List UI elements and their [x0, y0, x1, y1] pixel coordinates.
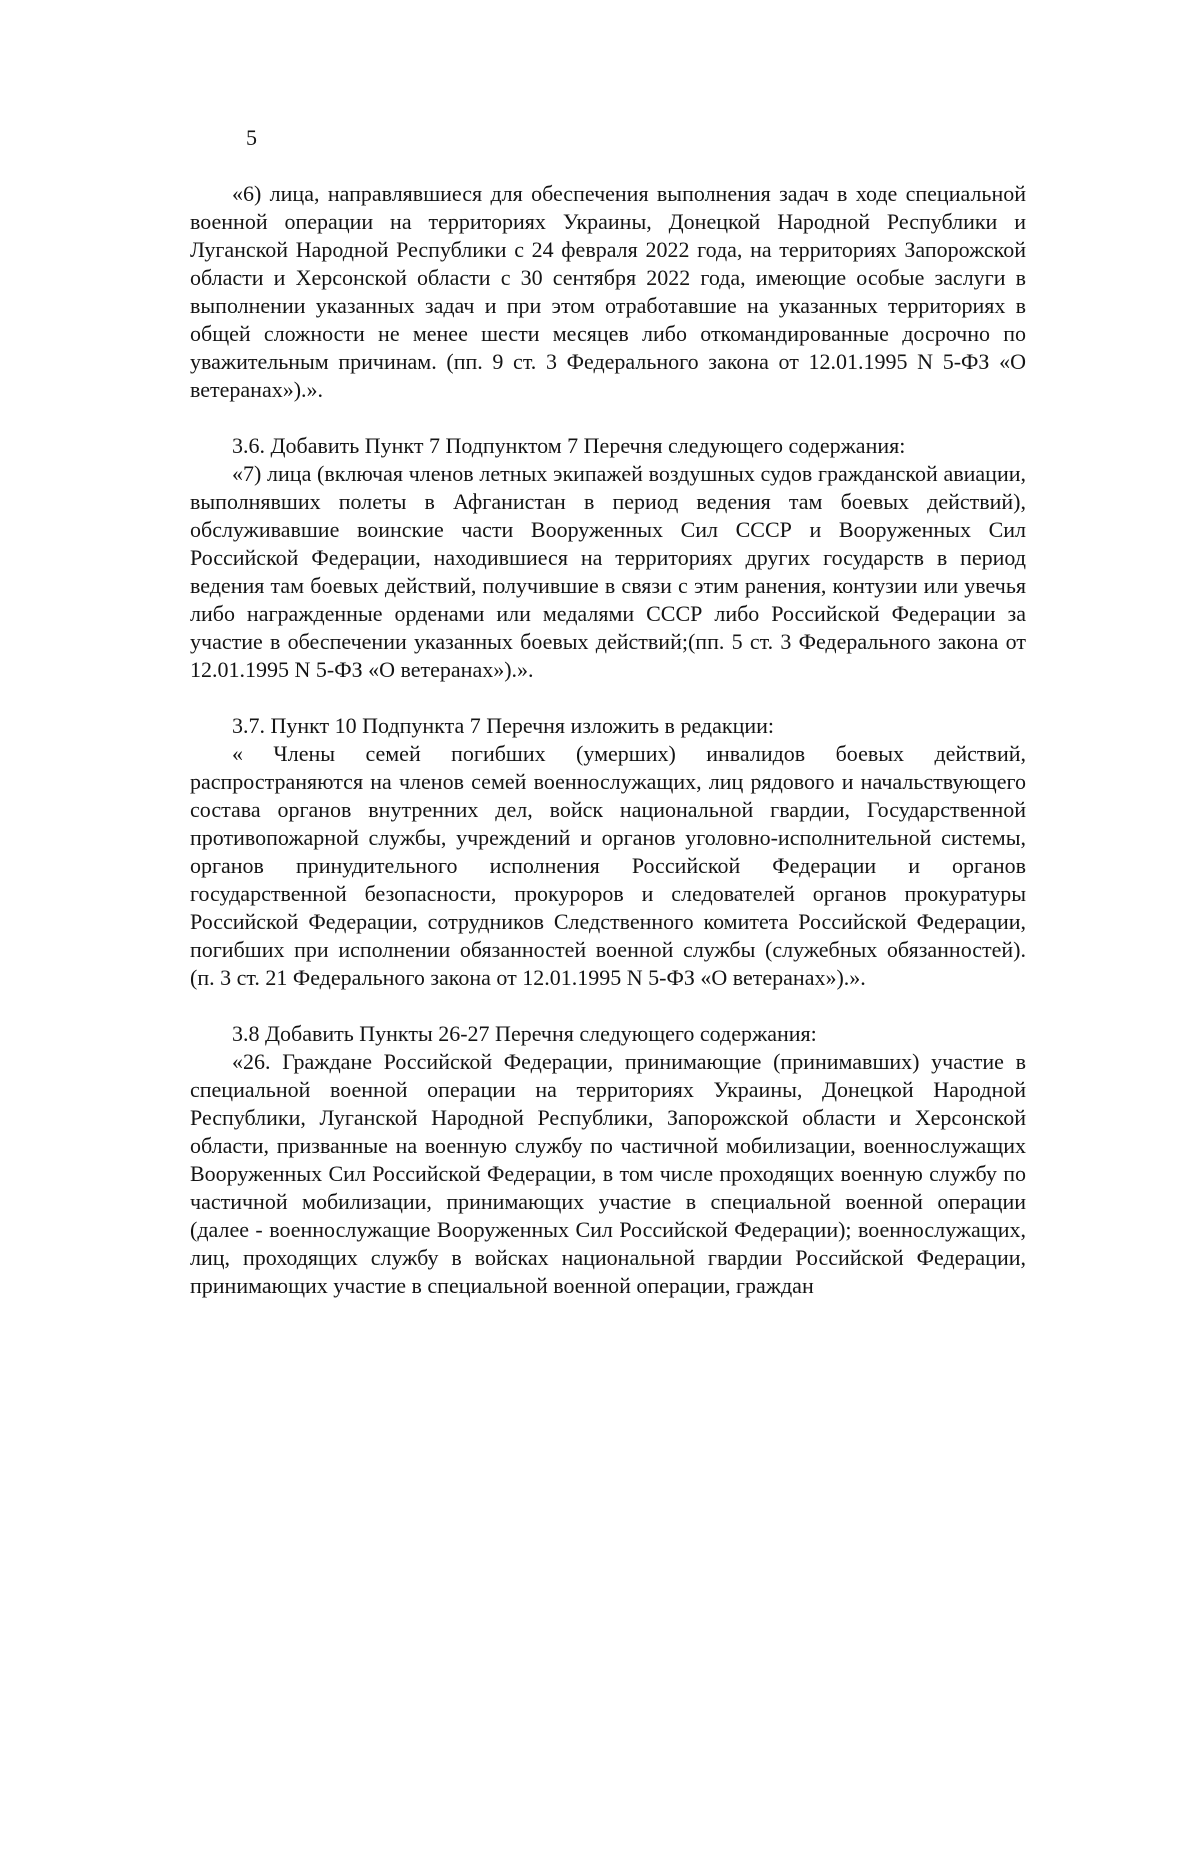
section-3-7 [190, 712, 1026, 992]
section-gap [190, 404, 1026, 432]
section-gap [190, 992, 1026, 1020]
document-body [190, 180, 1026, 1300]
section-heading-3-7: 3.7. Пункт 10 Подпункта 7 Перечня изложить в редакции: [232, 713, 774, 738]
paragraph-item-26: «26. Граждане Российской Федерации, принимающие (принимавших) участие в специальной военной операции на территориях Украины, Донецкой Народной Республики, Луганской Народной Республики, Запорожской области и Херсонской области, призванные на военную службу по частичной мобилизации, военнослужащих Вооруженных Сил Российской Федерации, в том числе проходящих военную службу по частичной мобилизации, принимающих участие в специальной военной операции (далее - военнослужащие Вооруженных Сил Российской Федерации); военнослужащих, лиц, проходящих службу в войсках национальной гвардии Российской Федерации, принимающих участие в специальной военной операции, граждан [190, 1049, 1026, 1298]
paragraph-item-10: « Члены семей погибших (умерших) инвалидов боевых действий, распространяются на членов семей военнослужащих, лиц рядового и начальствующего состава органов внутренних дел, войск национальной гвардии, Государственной противопожарной службы, учреждений и органов уголовно-исполнительной системы, органов принудительного исполнения Российской Федерации и органов государственной безопасности, прокуроров и следователей органов прокуратуры Российской Федерации, сотрудников Следственного комитета Российской Федерации, погибших при исполнении обязанностей военной службы (служебных обязанностей). (п. 3 ст. 21 Федерального закона от 12.01.1995 N 5-ФЗ «О ветеранах»).». [190, 741, 1026, 990]
page-number: 5 [246, 125, 257, 150]
section-3-8 [190, 1020, 1026, 1300]
section-3-6 [190, 432, 1026, 684]
section-gap [190, 684, 1026, 712]
section-heading-3-6: 3.6. Добавить Пункт 7 Подпунктом 7 Перечня следующего содержания: [232, 433, 906, 458]
paragraph-item-7: «7) лица (включая членов летных экипажей воздушных судов гражданской авиации, выполнявших полеты в Афганистан в период ведения там боевых действий), обслуживавшие воинские части Вооруженных Сил СССР и Вооруженных Сил Российской Федерации, находившиеся на территориях других государств в период ведения там боевых действий, получившие в связи с этим ранения, контузии или увечья либо награжденные орденами или медалями СССР либо Российской Федерации за участие в обеспечении указанных боевых действий;(пп. 5 ст. 3 Федерального закона от 12.01.1995 N 5-ФЗ «О ветеранах»).». [190, 461, 1026, 682]
section-heading-3-8: 3.8 Добавить Пункты 26-27 Перечня следующего содержания: [232, 1021, 817, 1046]
section-6 [190, 180, 1026, 404]
paragraph-item-6: «6) лица, направлявшиеся для обеспечения выполнения задач в ходе специальной военной операции на территориях Украины, Донецкой Народной Республики и Луганской Народной Республики с 24 февраля 2022 года, на территориях Запорожской области и Херсонской области с 30 сентября 2022 года, имеющие особые заслуги в выполнении указанных задач и при этом отработавшие на указанных территориях в общей сложности не менее шести месяцев либо откомандированные досрочно по уважительным причинам. (пп. 9 ст. 3 Федерального закона от 12.01.1995 N 5-ФЗ «О ветеранах»).». [190, 181, 1026, 402]
